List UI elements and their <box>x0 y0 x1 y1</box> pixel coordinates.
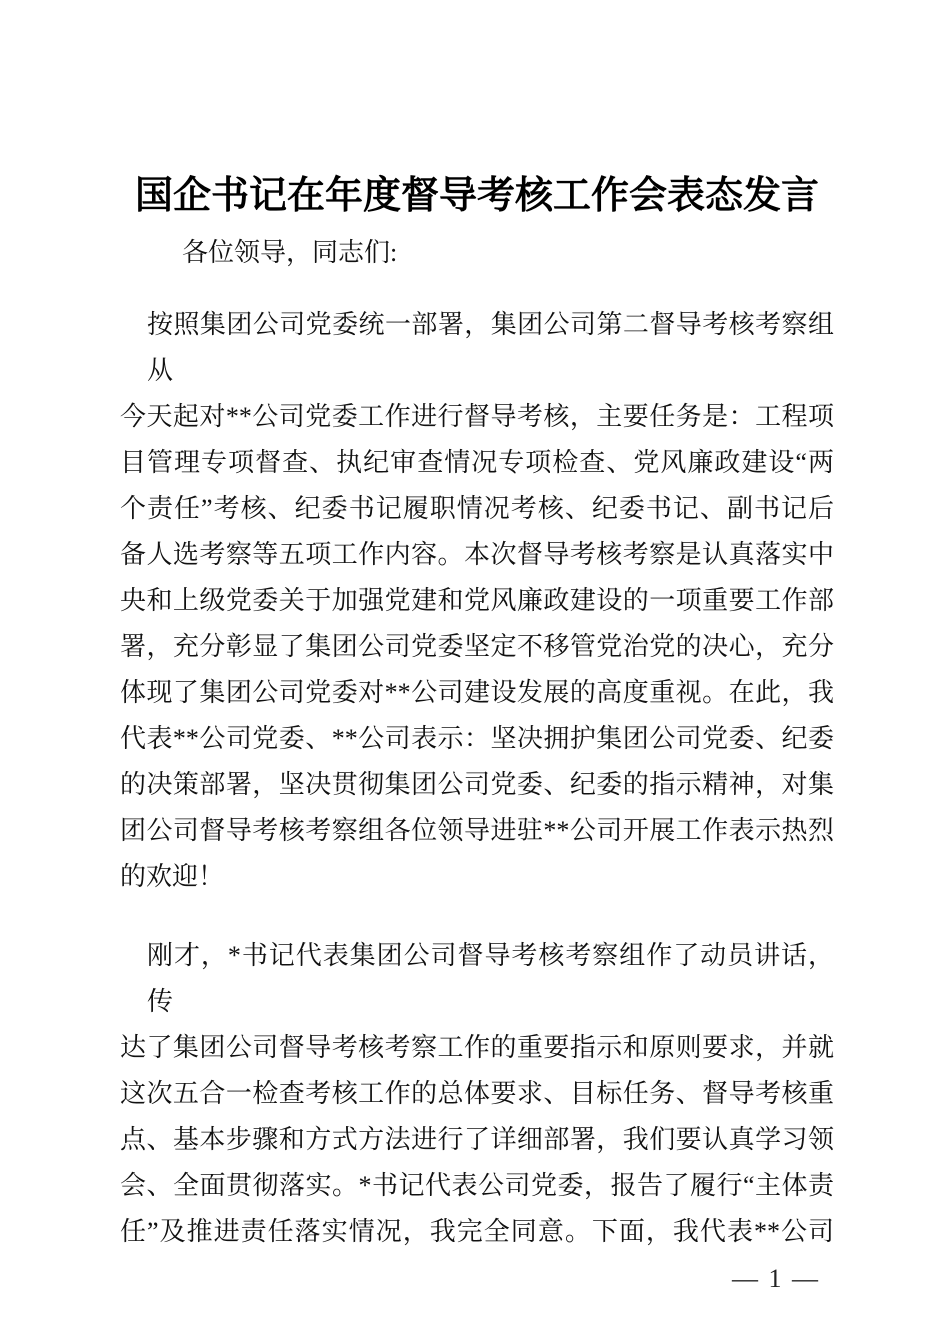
text-line: 备人选考察等五项工作内容。本次督导考核考察是认真落实中 <box>120 540 834 569</box>
text-line: 目管理专项督查、执纪审查情况专项检查、党风廉政建设“两 <box>120 448 834 477</box>
text-line: 刚才，*书记代表集团公司督导考核考察组作了动员讲话，传 <box>147 941 834 1016</box>
text-line: 的欢迎！ <box>120 862 225 891</box>
text-line: 团公司督导考核考察组各位领导进驻**公司开展工作表示热烈 <box>120 816 834 845</box>
text-line: 按照集团公司党委统一部署，集团公司第二督导考核考察组从 <box>147 310 834 385</box>
paragraph <box>120 302 834 900</box>
text-line: 署，充分彰显了集团公司党委坚定不移管党治党的决心，充分 <box>120 632 834 661</box>
text-line: 央和上级党委关于加强党建和党风廉政建设的一项重要工作部 <box>120 586 834 615</box>
text-line: 的决策部署，坚决贯彻集团公司党委、纪委的指示精神，对集 <box>120 770 834 799</box>
document-title: 国企书记在年度督导考核工作会表态发言 <box>134 175 819 217</box>
text-line: 点、基本步骤和方式方法进行了详细部署，我们要认真学习领 <box>120 1125 834 1154</box>
text-line: 这次五合一检查考核工作的总体要求、目标任务、督导考核重 <box>120 1079 834 1108</box>
text-line: 今天起对**公司党委工作进行督导考核，主要任务是：工程项 <box>120 402 834 431</box>
page-number: — 1 — <box>732 1264 820 1293</box>
text-line: 个责任”考核、纪委书记履职情况考核、纪委书记、副书记后 <box>120 494 834 523</box>
text-line: 体现了集团公司党委对**公司建设发展的高度重视。在此，我 <box>120 678 834 707</box>
text-line: 会、全面贯彻落实。*书记代表公司党委，报告了履行“主体责 <box>120 1171 834 1200</box>
page-footer <box>120 1264 834 1294</box>
text-line: 代表**公司党委、**公司表示：坚决拥护集团公司党委、纪委 <box>120 724 834 753</box>
text-line: 任”及推进责任落实情况，我完全同意。下面，我代表**公司 <box>120 1217 834 1246</box>
salutation-line: 各位领导，同志们: <box>182 238 398 267</box>
document-body <box>120 302 834 1255</box>
paragraph <box>120 933 834 1255</box>
text-line: 达了集团公司督导考核考察工作的重要指示和原则要求，并就 <box>120 1033 834 1062</box>
